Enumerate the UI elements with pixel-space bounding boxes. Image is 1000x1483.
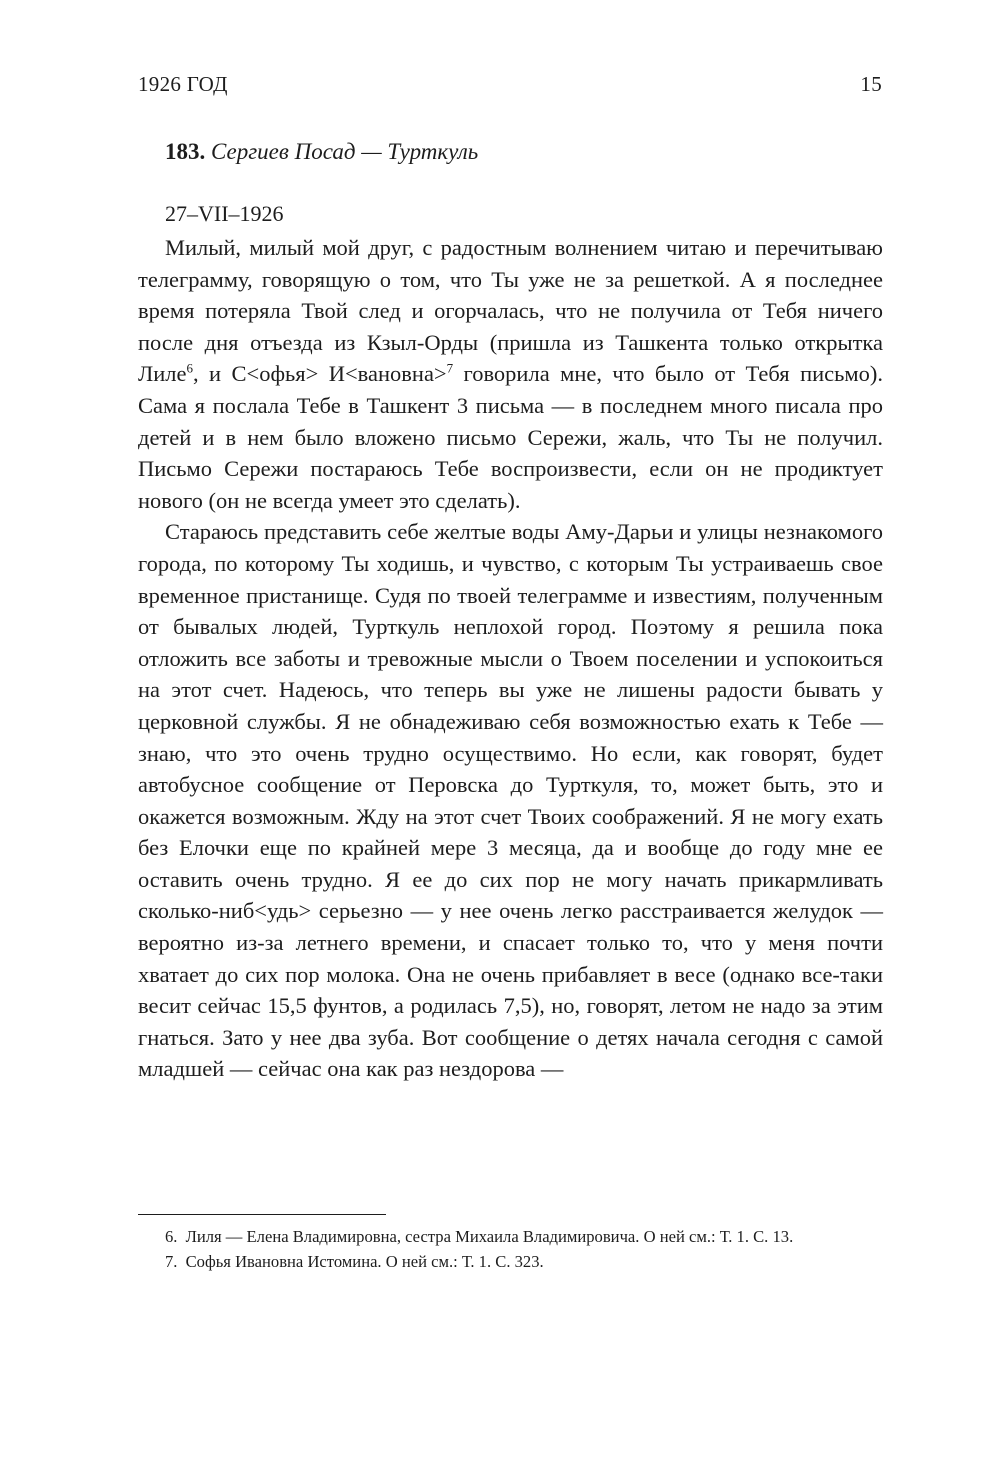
page-number: 15: [860, 72, 882, 96]
paragraph-1-text-a: Милый, милый мой друг, с радостным волнением читаю и перечитываю телеграмму, говорящую о том, что Ты уже не за решеткой. А я последнее время потеряла Твой след и огорчалась, что не получила от Тебя ничего после дня отъезда из Кзыл-Орды (пришла из Ташкента только открытка Лиле: [138, 235, 883, 387]
letter-number: 183.: [165, 139, 206, 164]
footnote-ref-6: 6: [186, 360, 194, 376]
footnote-number: 7.: [165, 1251, 178, 1271]
footnote-ref-7: 7: [446, 360, 454, 376]
letter-date: 27–VII–1926: [165, 201, 284, 226]
footnote-text: Софья Ивановна Истомина. О ней см.: Т. 1. С. 323.: [185, 1251, 544, 1271]
letter-heading: [165, 134, 478, 170]
footnote-divider: [138, 1214, 386, 1215]
body-paragraph-2: Стараюсь представить себе желтые воды Аму-Дарьи и улицы незнакомого города, по которому Ты ходишь, и чувство, с которым Ты устраиваешь свое временное пристанище. Судя по твоей телеграмме и известиям, полученным от бывалых людей, Турткуль неплохой город. Поэтому я решила пока отложить все заботы и тревожные мысли о Твоем поселении и успокоиться на этот счет. Надеюсь, что теперь вы уже не лишены радости бывать у церковной службы. Я не обнадеживаю себя возможностью ехать к Тебе — знаю, что это очень трудно осуществимо. Но если, как говорят, будет автобусное сообщение от Перовска до Турткуля, то, может быть, это и окажется возможным. Жду на этот счет Твоих соображений. Я не могу ехать без Елочки еще по крайней мере 3 месяца, да и вообще до году мне ее оставить очень трудно. Я ее до сих пор не могу начать прикармливать сколько-ниб<удь> серьезно — у нее очень легко расстраивается желудок — вероятно из-за летнего времени, и спасает только то, что у меня почти хватает до сих пор молока. Она не очень прибавляет в весе (однако все-таки весит сейчас 15,5 фунтов, а родилась 7,5), но, говорят, летом не надо за этим гнаться. Зато у нее два зуба. Вот сообщение о детях начала сегодня с самой младшей — сейчас она как раз нездорова —: [138, 519, 883, 1082]
footnote-7: [138, 1251, 883, 1274]
paragraph-1-text-b: , и С<офья> И<вановна>: [193, 361, 447, 387]
letter-body: [138, 232, 883, 1085]
letter-route: Сергиев Посад — Турткуль: [211, 139, 479, 164]
footnote-number: 6.: [165, 1227, 178, 1246]
running-head-section: 1926 ГОД: [138, 72, 228, 96]
body-paragraph-1: [138, 232, 883, 516]
footnote-text: Лиля — Елена Владимировна, сестра Михаила Владимировича. О ней см.: Т. 1. С. 13.: [185, 1227, 794, 1246]
footnotes: [138, 1226, 883, 1273]
running-head: [138, 72, 882, 108]
paragraph-1-text-c: говорила мне, что было от Тебя письмо). Сама я послала Тебе в Ташкент 3 письма — в последнем много писала про детей и в нем было вложено письмо Сережи, жаль, что Ты не получил. Письмо Сережи постараюсь Тебе воспроизвести, если он не продиктует нового (он не всегда умеет это сделать).: [138, 361, 884, 513]
footnote-6: [138, 1226, 883, 1249]
